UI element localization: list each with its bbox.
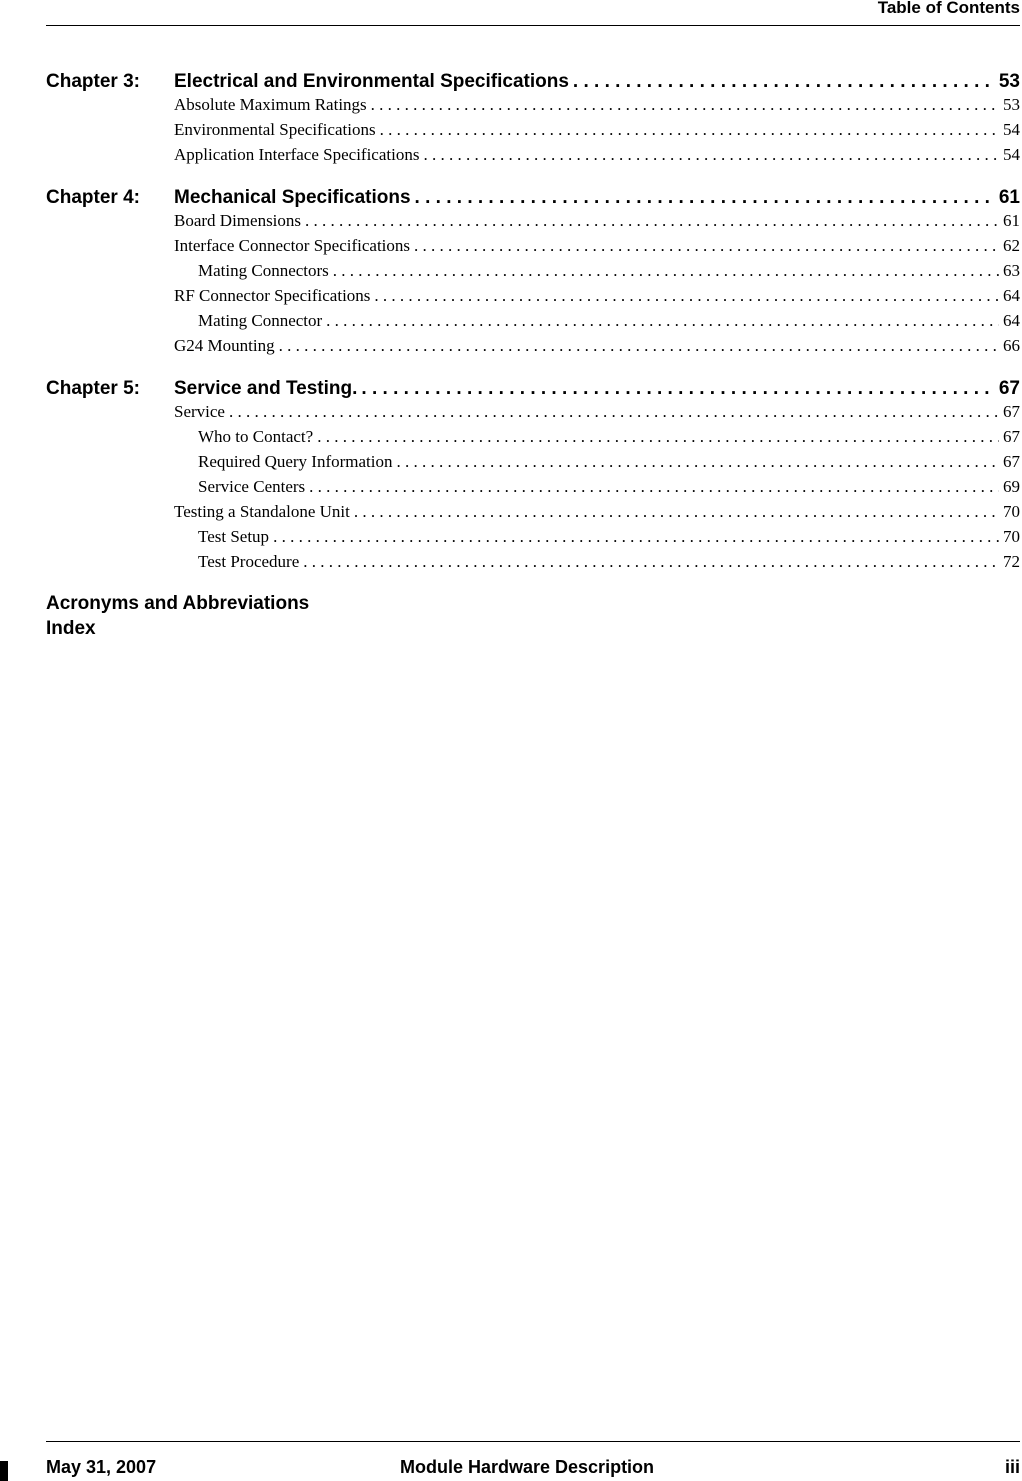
chapter-number: Chapter 5:: [46, 378, 140, 399]
toc-entry-page: 61: [1003, 211, 1020, 230]
chapter-number: Chapter 4:: [46, 187, 140, 208]
toc-entry-title: Service: [174, 402, 225, 421]
dot-leader: [354, 502, 999, 522]
chapter-title: Service and Testing.: [174, 378, 358, 399]
toc-entry[interactable]: [46, 336, 1020, 361]
dot-leader: [573, 71, 995, 93]
toc-entry-title: Who to Contact?: [198, 427, 314, 446]
toc-entry-title: Testing a Standalone Unit: [174, 502, 350, 521]
toc-entry-page: 64: [1003, 311, 1020, 330]
toc-entry-page: 54: [1003, 120, 1020, 139]
toc-entry-title: Mating Connectors: [198, 261, 329, 280]
toc-entry-title: Application Interface Specifications: [174, 145, 420, 164]
chapter-title: Electrical and Environmental Specifications: [174, 71, 569, 92]
toc-entry[interactable]: [46, 120, 1020, 145]
toc-entry[interactable]: [46, 236, 1020, 261]
dot-leader: [361, 378, 994, 400]
footer-document-title: Module Hardware Description: [400, 1457, 655, 1477]
toc-entry-page: 67: [1003, 452, 1020, 471]
toc-entry-page: 69: [1003, 477, 1020, 496]
toc-subentry[interactable]: [46, 452, 1020, 477]
dot-leader: [333, 261, 999, 281]
header-divider: [46, 25, 1020, 26]
toc-entry-title: Absolute Maximum Ratings: [174, 95, 367, 114]
dot-leader: [415, 187, 995, 209]
toc-entry-page: 54: [1003, 145, 1020, 164]
toc-subentry[interactable]: [46, 552, 1020, 577]
dot-leader: [414, 236, 999, 256]
toc-entry[interactable]: [46, 402, 1020, 427]
table-of-contents: [46, 71, 1020, 641]
toc-entry-page: 62: [1003, 236, 1020, 255]
toc-entry[interactable]: [46, 211, 1020, 236]
toc-entry-page: 66: [1003, 336, 1020, 355]
chapter-heading[interactable]: [46, 187, 1020, 211]
chapter-spacer: [46, 361, 1020, 378]
toc-entry-title: Test Setup: [198, 527, 270, 546]
dot-leader: [397, 452, 1000, 472]
toc-entry-page: 70: [1003, 527, 1020, 546]
chapter-title: Mechanical Specifications: [174, 187, 411, 208]
dot-leader: [279, 336, 999, 356]
dot-leader: [326, 311, 999, 331]
toc-subentry[interactable]: [46, 261, 1020, 286]
toc-entry-page: 72: [1003, 552, 1020, 571]
backmatter-list: [46, 591, 1020, 641]
chapter-page-number: 53: [998, 71, 1020, 92]
toc-subentry[interactable]: [46, 311, 1020, 336]
toc-entry-page: 64: [1003, 286, 1020, 305]
dot-leader: [380, 120, 999, 140]
dot-leader: [303, 552, 999, 572]
toc-entry-title: Mating Connector: [198, 311, 323, 330]
toc-entry-title: Test Procedure: [198, 552, 300, 571]
toc-entry-title: Environmental Specifications: [174, 120, 376, 139]
chapter-heading[interactable]: [46, 378, 1020, 402]
toc-entry[interactable]: [46, 502, 1020, 527]
dot-leader: [229, 402, 999, 422]
toc-subentry[interactable]: [46, 477, 1020, 502]
chapter-number: Chapter 3:: [46, 71, 140, 92]
footer-divider: [46, 1441, 1020, 1442]
backmatter-acronyms[interactable]: Acronyms and Abbreviations: [46, 593, 310, 614]
dot-leader: [374, 286, 999, 306]
dot-leader: [423, 145, 999, 165]
toc-entry-title: G24 Mounting: [174, 336, 275, 355]
page-header-title: Table of Contents: [877, 0, 1020, 17]
dot-leader: [317, 427, 999, 447]
footer-page-number: iii: [1004, 1457, 1020, 1477]
margin-marker: [0, 1461, 8, 1481]
toc-entry[interactable]: [46, 145, 1020, 170]
dot-leader: [273, 527, 999, 547]
footer-date: May 31, 2007: [46, 1457, 157, 1477]
chapter-spacer: [46, 170, 1020, 187]
toc-entry-page: 67: [1003, 402, 1020, 421]
toc-entry-page: 70: [1003, 502, 1020, 521]
toc-subentry[interactable]: [46, 527, 1020, 552]
dot-leader: [371, 95, 999, 115]
toc-entry[interactable]: [46, 95, 1020, 120]
toc-entry-title: Interface Connector Specifications: [174, 236, 411, 255]
toc-entry-title: Required Query Information: [198, 452, 393, 471]
toc-entry-title: RF Connector Specifications: [174, 286, 371, 305]
page-footer: [46, 1457, 1020, 1479]
toc-entry-title: Board Dimensions: [174, 211, 302, 230]
toc-entry-page: 53: [1003, 95, 1020, 114]
toc-entry-title: Service Centers: [198, 477, 306, 496]
toc-entry-page: 67: [1003, 427, 1020, 446]
toc-subentry[interactable]: [46, 427, 1020, 452]
chapter-page-number: 61: [998, 187, 1020, 208]
dot-leader: [309, 477, 999, 497]
toc-entry[interactable]: [46, 286, 1020, 311]
dot-leader: [305, 211, 999, 231]
chapter-page-number: 67: [998, 378, 1020, 399]
chapter-heading[interactable]: [46, 71, 1020, 95]
backmatter-index[interactable]: Index: [46, 618, 96, 639]
toc-entry-page: 63: [1003, 261, 1020, 280]
